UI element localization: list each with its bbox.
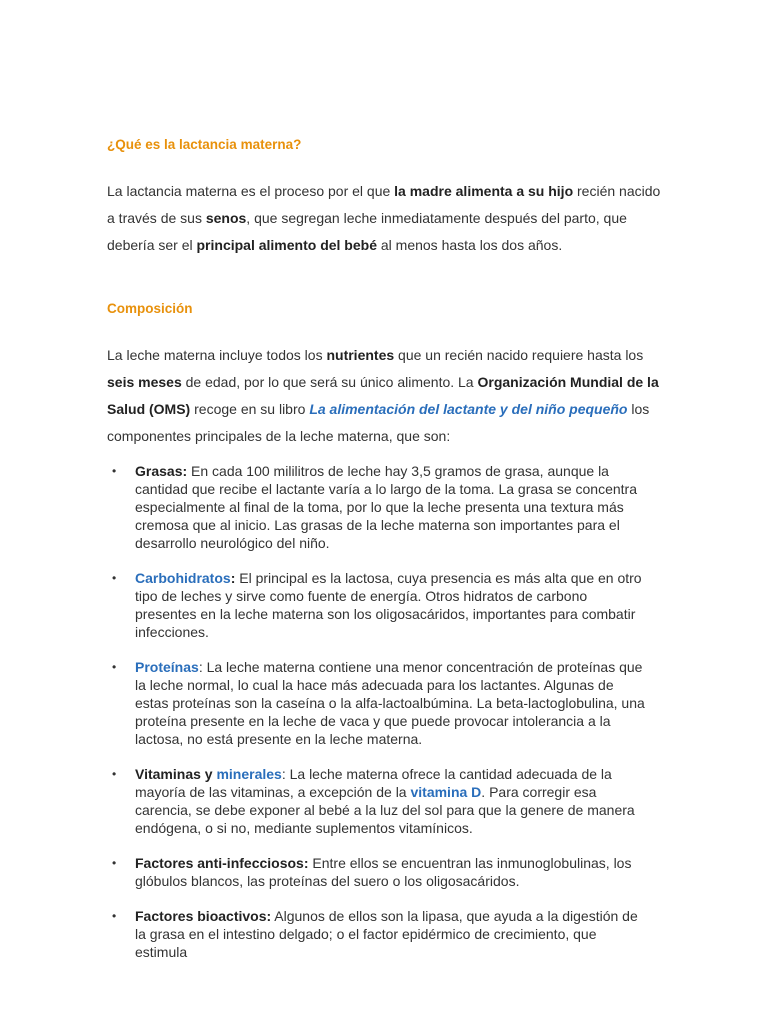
vitamina-d-link[interactable]: vitamina D xyxy=(410,784,482,800)
text-run: La leche materna incluye todos los xyxy=(107,347,327,363)
bold-run: nutrientes xyxy=(326,347,395,363)
bold-run: seis meses xyxy=(107,374,182,390)
list-item-anti-infecciosos xyxy=(107,854,647,890)
text-run: de edad, por lo que será su único alimento. La xyxy=(181,374,478,390)
bullet-icon: • xyxy=(112,464,117,478)
text-run: que un recién nacido requiere hasta los xyxy=(394,347,644,363)
item-text: Algunos de ellos son la lipasa, que ayuda a la digestión de la grasa en el intestino delgado; o el factor epidérmico de crecimiento, que estimula xyxy=(135,908,638,960)
item-text: . Para corregir esa carencia, se debe exponer al bebé a la luz del sol para que la genere de manera endógena, o si no, mediante suplementos vitamínicos. xyxy=(135,784,635,836)
item-title: Factores anti-infecciosos: xyxy=(135,855,309,871)
bold-run: senos xyxy=(205,210,247,226)
list-item-bioactivos xyxy=(107,907,647,961)
intro-paragraph xyxy=(107,178,667,259)
section-heading-que-es: ¿Qué es la lactancia materna? xyxy=(107,137,302,152)
bullet-icon: • xyxy=(112,571,117,585)
item-text: El principal es la lactosa, cuya presencia es más alta que en otro tipo de leches y sirve como fuente de energía. Otros hidratos de carbono presentes en la leche materna son los oligosacáridos, importantes para combatir infecciones. xyxy=(135,570,642,640)
list-item-carbohidratos xyxy=(107,569,647,641)
item-title: Vitaminas y xyxy=(135,766,217,782)
text-run: al menos hasta los dos años. xyxy=(376,237,563,253)
bullet-icon: • xyxy=(112,660,117,674)
bullet-icon: • xyxy=(112,909,117,923)
item-text: Entre ellos se encuentran las inmunoglobulinas, los glóbulos blancos, las proteínas del suero o los oligosacáridos. xyxy=(135,855,632,889)
text-run: los componentes principales de la leche materna, que son: xyxy=(107,401,650,444)
bold-run: la madre alimenta a su hijo xyxy=(394,183,574,199)
text-run: La lactancia materna es el proceso por el que xyxy=(107,183,395,199)
composition-paragraph xyxy=(107,342,667,450)
item-text: : La leche materna ofrece la cantidad adecuada de la mayoría de las vitaminas, a excepción de la xyxy=(135,766,612,800)
section-heading-composicion: Composición xyxy=(107,301,193,316)
item-title: Grasas: xyxy=(135,463,188,479)
list-item-proteinas xyxy=(107,658,647,748)
item-title: Factores bioactivos: xyxy=(135,908,272,924)
text-run: recién nacido a través de sus xyxy=(107,183,661,226)
bold-run: principal alimento del bebé xyxy=(196,237,377,253)
list-item-grasas xyxy=(107,462,647,552)
bullet-icon: • xyxy=(112,767,117,781)
book-link[interactable]: La alimentación del lactante y del niño pequeño xyxy=(309,401,628,417)
text-run: , que segregan leche inmediatamente después del parto, que debería ser el xyxy=(107,210,627,253)
components-list xyxy=(107,462,647,978)
proteinas-link[interactable]: Proteínas xyxy=(135,659,199,675)
item-colon: : xyxy=(230,570,236,586)
item-text: : La leche materna contiene una menor concentración de proteínas que la leche normal, lo cual la hace más adecuada para los lactantes. Algunas de estas proteínas son la caseína o la alfa-lactoalbúmina. La beta-lactoglobulina, una proteína presente en la leche de vaca y que puede provocar intolerancia a la lactosa, no está presente en la leche materna. xyxy=(135,659,645,747)
bold-run: Organización Mundial de la Salud (OMS) xyxy=(107,374,659,417)
carbohidratos-link[interactable]: Carbohidratos xyxy=(135,570,231,586)
minerales-link[interactable]: minerales xyxy=(216,766,282,782)
bullet-icon: • xyxy=(112,856,117,870)
list-item-vitaminas xyxy=(107,765,647,837)
item-text: En cada 100 mililitros de leche hay 3,5 gramos de grasa, aunque la cantidad que recibe el lactante varía a lo largo de la toma. La grasa se concentra especialmente al final de la toma, por lo que la leche presenta una textura más cremosa que al inicio. Las grasas de la leche materna son importantes para el desarrollo neurológico del niño. xyxy=(135,463,637,551)
text-run: recoge en su libro xyxy=(190,401,310,417)
